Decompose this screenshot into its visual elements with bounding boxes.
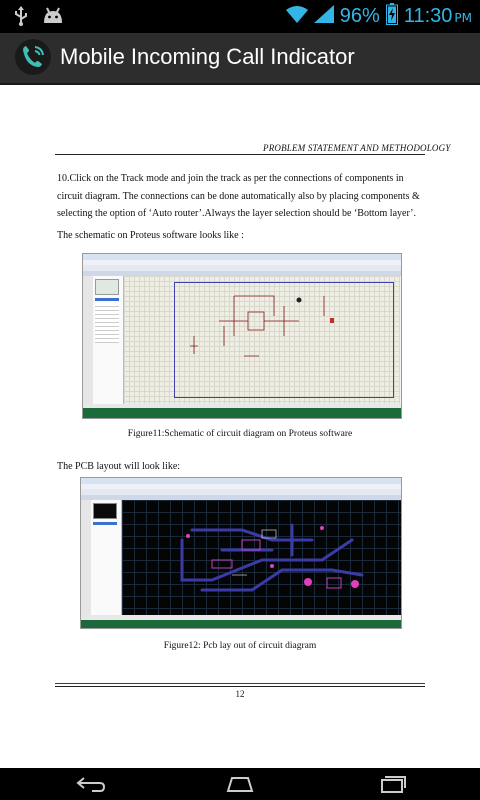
clock-time: 11:30 [403,4,453,27]
paragraph-schematic-intro: The schematic on Proteus software looks like : [57,230,244,241]
footer-rule-bottom [55,686,425,687]
figure-11-schematic-screenshot [82,253,402,419]
figure-12-caption: Figure12: Pcb lay out of circuit diagram [163,641,317,651]
recent-apps-icon[interactable] [372,772,412,796]
battery-percent: 96% [339,4,380,27]
header-rule [55,154,425,155]
wifi-icon [286,5,308,27]
android-debug-icon [42,7,64,29]
doc-header: PROBLEM STATEMENT AND METHODOLOGY [263,143,451,153]
status-bar [0,0,480,33]
usb-icon [14,6,28,30]
page-number: 12 [235,689,245,699]
clock-ampm: PM [454,10,472,25]
figure-11-caption: Figure11:Schematic of circuit diagram on Proteus software [127,429,353,439]
paragraph-step-10: 10.Click on the Track mode and join the track as per the connections of components in circuit diagram. The connections can be done automatically also by placing components & selecting the option of ‘Auto router’.Always the layer selection should be ‘Bottom layer’. [57,173,420,219]
action-bar [0,33,480,85]
clock [404,5,472,28]
signal-icon [314,5,334,27]
battery-icon [386,3,398,29]
footer-rule-top [55,683,425,684]
back-icon[interactable] [72,772,112,796]
navigation-bar [0,768,480,800]
paragraph-pcb-intro: The PCB layout will look like: [57,461,181,472]
app-title: Mobile Incoming Call Indicator [60,44,355,69]
phone-ringing-icon[interactable] [14,38,52,76]
figure-12-pcb-screenshot [80,477,402,629]
document-page[interactable] [0,85,480,768]
home-icon[interactable] [220,772,260,796]
